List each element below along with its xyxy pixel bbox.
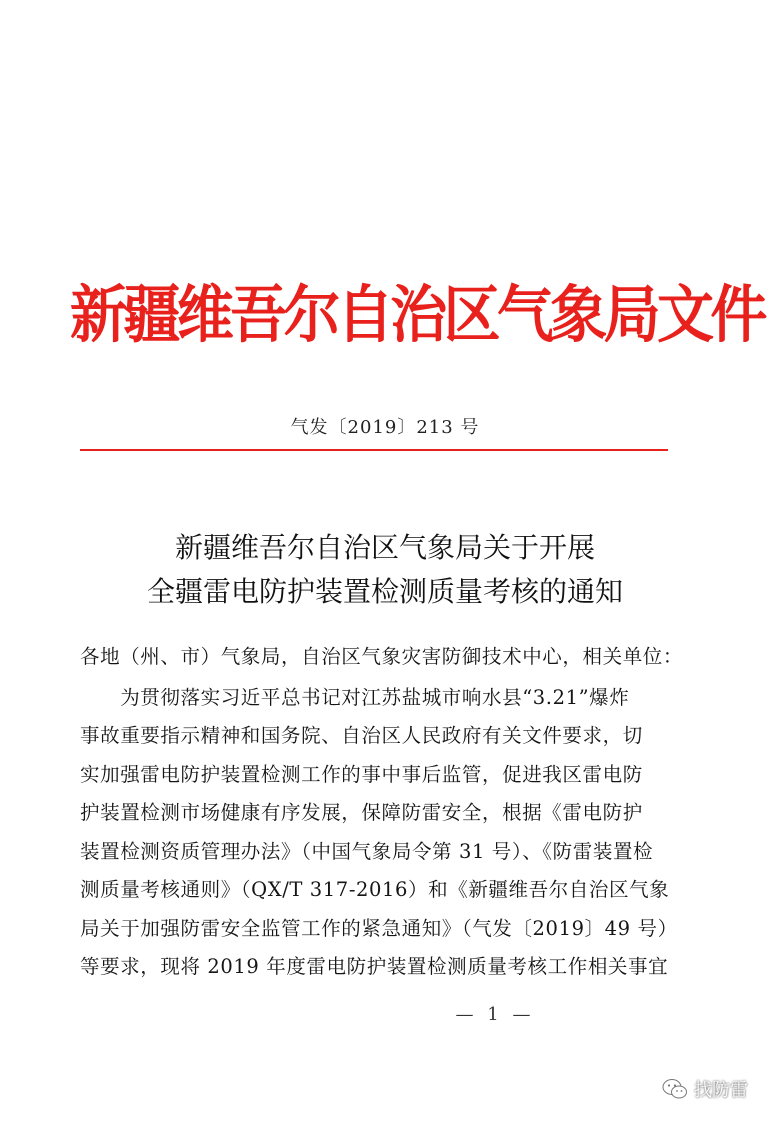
body-line-8: 等要求，现将 2019 年度雷电防护装置检测质量考核工作相关事宜 xyxy=(80,955,669,978)
red-divider-line xyxy=(80,449,668,451)
body-line-5: 装置检测资质管理办法》（中国气象局令第 31 号）、《防雷装置检 xyxy=(80,840,654,863)
watermark-text: 找防雷 xyxy=(694,1080,748,1101)
document-number: 气发〔2019〕213 号 xyxy=(290,417,480,438)
body-line-2: 事故重要指示精神和国务院、自治区人民政府有关文件要求，切 xyxy=(80,724,643,747)
body-line-3: 实加强雷电防护装置检测工作的事中事后监管，促进我区雷电防 xyxy=(80,763,643,786)
page-number: — 1 — xyxy=(455,1004,535,1025)
addressee-line: 各地（州、市）气象局，自治区气象灾害防御技术中心，相关单位： xyxy=(80,645,684,668)
issuer-header-title: 新疆维吾尔自治区气象局文件 xyxy=(70,278,764,351)
body-line-6: 测质量考核通则》（QX/T 317-2016）和《新疆维吾尔自治区气象 xyxy=(80,878,670,901)
source-watermark xyxy=(662,1076,748,1102)
body-line-4: 护装置检测市场健康有序发展，保障防雷安全，根据《雷电防护 xyxy=(80,801,643,824)
wechat-icon xyxy=(662,1078,688,1100)
notice-title-line-2: 全疆雷电防护装置检测质量考核的通知 xyxy=(146,575,623,608)
body-line-1: 为贯彻落实习近平总书记对江苏盐城市响水县“3.21”爆炸 xyxy=(80,686,630,709)
body-line-7: 局关于加强防雷安全监管工作的紧急通知》（气发〔2019〕49 号） xyxy=(80,917,678,940)
notice-title-line-1: 新疆维吾尔自治区气象局关于开展 xyxy=(174,531,595,564)
